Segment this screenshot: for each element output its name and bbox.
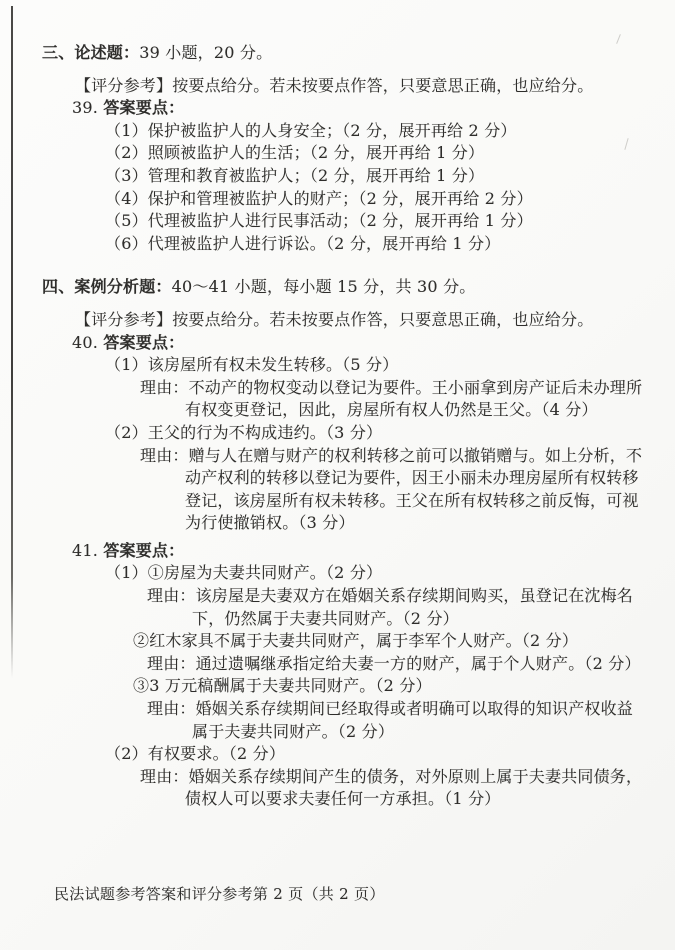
q40-label: 答案要点： bbox=[103, 332, 185, 352]
q40-answer-points-label bbox=[42, 332, 637, 355]
q41-point-1-sub-1: （1）①房屋为夫妻共同财产。（2 分） bbox=[105, 563, 383, 583]
page-footer: 民法试题参考答案和评分参考第 2 页（共 2 页） bbox=[54, 885, 385, 903]
q41-point-2-reason-line-1: 理由：婚姻关系存续期间产生的债务，对外原则上属于夫妻共同债务， bbox=[140, 766, 643, 786]
scoring-note-case: 【评分参考】按要点给分。若未按要点作答，只要意思正确，也应给分。 bbox=[75, 309, 594, 329]
q40-point-2-reason-line-2: 动产权利的转移以登记为要件，因王小丽未办理房屋所有权转移 bbox=[185, 468, 639, 488]
q39-point-2: （2）照顾被监护人的生活；（2 分，展开再给 1 分） bbox=[105, 143, 485, 163]
q40-point-1-reason-line-1: 理由：不动产的物权变动以登记为要件。王小丽拿到房产证后未办理所 bbox=[140, 377, 643, 397]
q41-point-1-sub-3: ③3 万元稿酬属于夫妻共同财产。（2 分） bbox=[133, 676, 432, 696]
q39-point-3: （3）管理和教育被监护人；（2 分，展开再给 1 分） bbox=[105, 165, 485, 185]
q41-sub-2-reason: 理由：通过遗嘱继承指定给夫妻一方的财产，属于个人财产。（2 分） bbox=[147, 653, 641, 673]
q39-point-5: （5）代理被监护人进行民事活动；（2 分，展开再给 1 分） bbox=[105, 211, 533, 231]
q40-point-1: （1）该房屋所有权未发生转移。（5 分） bbox=[105, 355, 399, 375]
q39-label: 答案要点： bbox=[103, 98, 185, 118]
q41-sub-1-reason-line-1: 理由：该房屋是夫妻双方在婚姻关系存续期间购买，虽登记在沈梅名 bbox=[147, 586, 634, 606]
q41-point-1-sub-2: ②红木家具不属于夫妻共同财产，属于李军个人财产。（2 分） bbox=[133, 631, 579, 651]
q41-point-2-reason-line-2: 债权人可以要求夫妻任何一方承担。（1 分） bbox=[185, 789, 501, 809]
section-essay-title: 三、论述题： bbox=[42, 43, 140, 62]
section-case-title: 四、案例分析题： bbox=[42, 277, 172, 297]
q40-point-2-reason-line-1: 理由：赠与人在赠与财产的权利转移之前可以撤销赠与。如上分析，不 bbox=[140, 445, 643, 465]
section-essay-heading bbox=[42, 42, 637, 65]
q41-point-2: （2）有权要求。（2 分） bbox=[105, 744, 286, 764]
q39-point-6: （6）代理被监护人进行诉讼。（2 分，展开再给 1 分） bbox=[105, 233, 501, 253]
q41-sub-1-reason-line-2: 下，仍然属于夫妻共同财产。（2 分） bbox=[192, 608, 459, 628]
q40-point-2-reason-line-4: 为行使撤销权。（3 分） bbox=[185, 513, 355, 533]
q40-point-2: （2）王父的行为不构成违约。（3 分） bbox=[105, 422, 383, 442]
q41-sub-3-reason-line-1: 理由：婚姻关系存续期间已经取得或者明确可以取得的知识产权收益 bbox=[147, 699, 634, 719]
q40-point-1-reason-line-2: 有权变更登记，因此，房屋所有权人仍然是王父。（4 分） bbox=[185, 400, 598, 420]
q40-number: 40. bbox=[72, 332, 99, 352]
q39-answer-points-label bbox=[42, 97, 637, 120]
q41-number: 41. bbox=[72, 540, 99, 560]
scoring-note-essay: 【评分参考】按要点给分。若未按要点作答，只要意思正确，也应给分。 bbox=[75, 75, 594, 95]
section-case-meta: 40～41 小题，每小题 15 分，共 30 分。 bbox=[171, 277, 476, 297]
section-case-heading bbox=[42, 276, 637, 299]
q39-point-4: （4）保护和管理被监护人的财产；（2 分，展开再给 2 分） bbox=[105, 188, 533, 208]
section-essay-meta: 39 小题，20 分。 bbox=[139, 43, 273, 62]
q39-point-1: （1）保护被监护人的人身安全；（2 分，展开再给 2 分） bbox=[105, 120, 517, 140]
q41-sub-3-reason-line-2: 属于夫妻共同财产。（2 分） bbox=[192, 721, 395, 741]
q40-point-2-reason-line-3: 登记，该房屋所有权未转移。王父在所有权转移之前反悔，可视 bbox=[185, 490, 639, 510]
q41-answer-points-label bbox=[42, 540, 637, 563]
q41-label: 答案要点： bbox=[103, 540, 185, 560]
q39-number: 39. bbox=[72, 98, 99, 118]
